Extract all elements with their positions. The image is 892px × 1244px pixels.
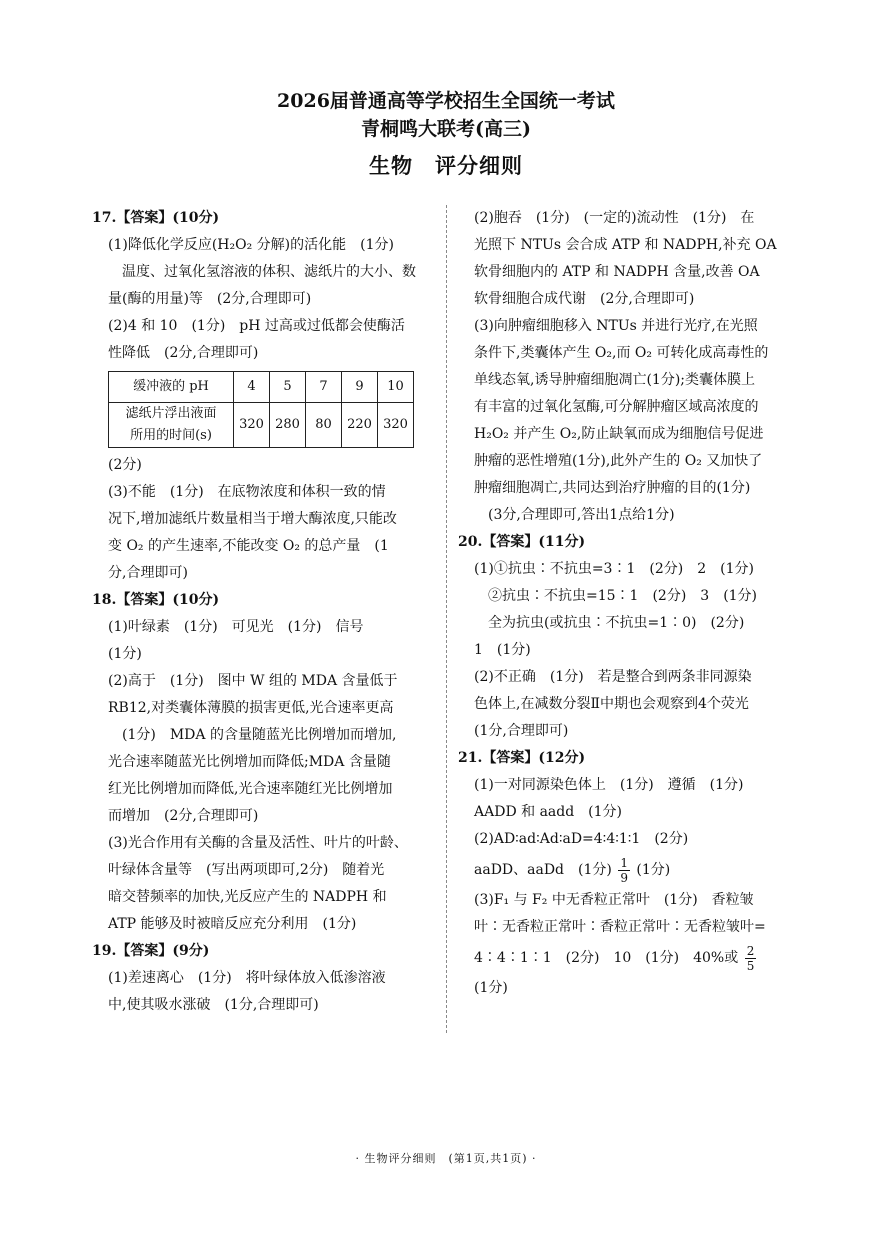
q19-line: (2)胞吞 (1分) (一定的)流动性 (1分) 在 xyxy=(474,210,755,226)
q19-line: 肿瘤细胞凋亡,共同达到治疗肿瘤的目的(1分) xyxy=(474,480,751,496)
table-label-part: 滤纸片浮出液面 xyxy=(125,406,217,421)
q18-line: 光合速率随蓝光比例增加而降低;MDA 含量随 xyxy=(108,754,391,770)
table-cell: 280 xyxy=(270,403,306,448)
q19-line: 软骨细胞内的 ATP 和 NADPH 含量,改善 OA xyxy=(474,264,760,280)
q21-line: (1)一对同源染色体上 (1分) 遵循 (1分) xyxy=(474,777,744,793)
q18-line: (1)叶绿素 (1分) 可见光 (1分) 信号 xyxy=(108,619,364,635)
q19-line: 单线态氧,诱导肿瘤细胞凋亡(1分);类囊体膜上 xyxy=(474,372,755,388)
table-row xyxy=(109,403,414,448)
q19-line: 软骨细胞合成代谢 (2分,合理即可) xyxy=(474,291,695,307)
table-cell: 220 xyxy=(342,403,378,448)
q19-line: (3分,合理即可,答出1点给1分) xyxy=(488,507,675,523)
q18-line: ATP 能够及时被暗反应充分利用 (1分) xyxy=(108,916,357,932)
table-cell: 缓冲液的 pH xyxy=(109,372,234,403)
q17-heading: 17.【答案】(10分) xyxy=(92,210,220,226)
q17-line: 性降低 (2分,合理即可) xyxy=(108,345,259,361)
q19-line: (3)向肿瘤细胞移入 NTUs 并进行光疗,在光照 xyxy=(474,318,758,334)
q19-line: 有丰富的过氧化氢酶,可分解肿瘤区域高浓度的 xyxy=(474,399,759,415)
table-cell: 320 xyxy=(378,403,414,448)
q19-line: (1)差速离心 (1分) 将叶绿体放入低渗溶液 xyxy=(108,970,386,986)
q19-line: 条件下,类囊体产生 O₂,而 O₂ 可转化成高毒性的 xyxy=(474,345,769,361)
table-cell: 4 xyxy=(234,372,270,403)
document-title: 生物 评分细则 xyxy=(369,153,523,178)
fraction-denominator: 5 xyxy=(746,958,755,973)
q20-line: ②抗虫∶不抗虫=15∶1 (2分) 3 (1分) xyxy=(488,588,758,604)
q20-heading: 20.【答案】(11分) xyxy=(458,534,586,550)
q18-line: (2)高于 (1分) 图中 W 组的 MDA 含量低于 xyxy=(108,673,398,689)
q17-line: 温度、过氧化氢溶液的体积、滤纸片的大小、数 xyxy=(122,264,416,280)
page-footer: · 生物评分细则 (第1页,共1页) · xyxy=(355,1152,537,1165)
right-column xyxy=(458,205,813,1002)
q21-line: (3)F₁ 与 F₂ 中无香粒正常叶 (1分) 香粒皱 xyxy=(474,892,754,908)
q21-text: (1分) xyxy=(636,862,671,878)
q17-line: 量(酶的用量)等 (2分,合理即可) xyxy=(108,291,312,307)
q18-line: (1分) xyxy=(108,646,142,662)
left-column xyxy=(92,205,432,1019)
q19-line: 肿瘤的恶性增殖(1分),此外产生的 O₂ 又加快了 xyxy=(474,453,763,469)
fraction-denominator: 9 xyxy=(620,870,628,885)
q19-line: 光照下 NTUs 会合成 ATP 和 NADPH,补充 OA xyxy=(474,237,777,253)
table-cell: 7 xyxy=(306,372,342,403)
fraction-numerator: 1 xyxy=(620,855,628,870)
q18-heading: 18.【答案】(10分) xyxy=(92,592,220,608)
fraction-2-5 xyxy=(745,944,757,973)
q17-line: (1)降低化学反应(H₂O₂ 分解)的活化能 (1分) xyxy=(108,237,394,253)
q21-line: (1分) xyxy=(474,980,508,996)
q20-line: (2)不正确 (1分) 若是整合到两条非同源染 xyxy=(474,669,752,685)
table-cell: 80 xyxy=(306,403,342,448)
fraction-1-9 xyxy=(618,856,630,885)
q20-line: 色体上,在减数分裂Ⅱ中期也会观察到4个荧光 xyxy=(474,696,749,712)
q18-line: 叶绿体含量等 (写出两项即可,2分) 随着光 xyxy=(108,862,385,878)
q18-line: 而增加 (2分,合理即可) xyxy=(108,808,259,824)
q21-text: aaDD、aaDd (1分) xyxy=(474,862,612,878)
q21-line: AADD 和 aadd (1分) xyxy=(474,804,623,820)
q21-line xyxy=(458,941,813,975)
q17-line: (2)4 和 10 (1分) pH 过高或过低都会使酶活 xyxy=(108,318,405,334)
table-cell: 320 xyxy=(234,403,270,448)
q21-heading: 21.【答案】(12分) xyxy=(458,750,586,766)
column-divider xyxy=(446,205,447,1033)
q20-line: 1 (1分) xyxy=(474,642,531,658)
q17-line: 况下,增加滤纸片数量相当于增大酶浓度,只能改 xyxy=(108,511,397,527)
q18-line: (3)光合作用有关酶的含量及活性、叶片的叶龄、 xyxy=(108,835,408,851)
table-cell: 9 xyxy=(342,372,378,403)
q20-line: (1分,合理即可) xyxy=(474,723,569,739)
table-cell: 5 xyxy=(270,372,306,403)
table-cell: 10 xyxy=(378,372,414,403)
q19-line: 中,使其吸水涨破 (1分,合理即可) xyxy=(108,997,319,1013)
table-label-part: 所用的时间(s) xyxy=(130,428,212,443)
ph-table xyxy=(108,371,414,448)
q20-line: 全为抗虫(或抗虫∶不抗虫=1∶0) (2分) xyxy=(488,615,745,631)
q17-line: (3)不能 (1分) 在底物浓度和体积一致的情 xyxy=(108,484,386,500)
q21-line: 叶∶无香粒正常叶∶香粒正常叶∶无香粒皱叶= xyxy=(474,919,766,935)
q20-line: (1)①抗虫∶不抗虫=3∶1 (2分) 2 (1分) xyxy=(474,561,754,577)
exam-subtitle: 青桐鸣大联考(高三) xyxy=(361,118,531,140)
table-cell xyxy=(109,403,234,448)
fraction-numerator: 2 xyxy=(746,943,755,958)
q18-line: RB12,对类囊体薄膜的损害更低,光合速率更高 xyxy=(108,700,394,716)
q21-line: (2)AD∶ad∶Ad∶aD=4∶4∶1∶1 (2分) xyxy=(474,831,689,847)
table-row xyxy=(109,372,414,403)
q18-line: 红光比例增加而降低,光合速率随红光比例增加 xyxy=(108,781,393,797)
q17-line: (2分) xyxy=(108,457,142,473)
q17-line: 分,合理即可) xyxy=(108,565,188,581)
q21-text: 4∶4∶1∶1 (2分) 10 (1分) 40%或 xyxy=(474,950,739,966)
q19-line: H₂O₂ 并产生 O₂,防止缺氧而成为细胞信号促进 xyxy=(474,426,764,442)
q17-line: 变 O₂ 的产生速率,不能改变 O₂ 的总产量 (1 xyxy=(108,538,389,554)
exam-title: 2026届普通高等学校招生全国统一考试 xyxy=(277,90,615,112)
q18-line: (1分) MDA 的含量随蓝光比例增加而增加, xyxy=(122,727,397,743)
q19-heading: 19.【答案】(9分) xyxy=(92,943,210,959)
q21-line xyxy=(458,853,813,887)
q18-line: 暗交替频率的加快,光反应产生的 NADPH 和 xyxy=(108,889,387,905)
